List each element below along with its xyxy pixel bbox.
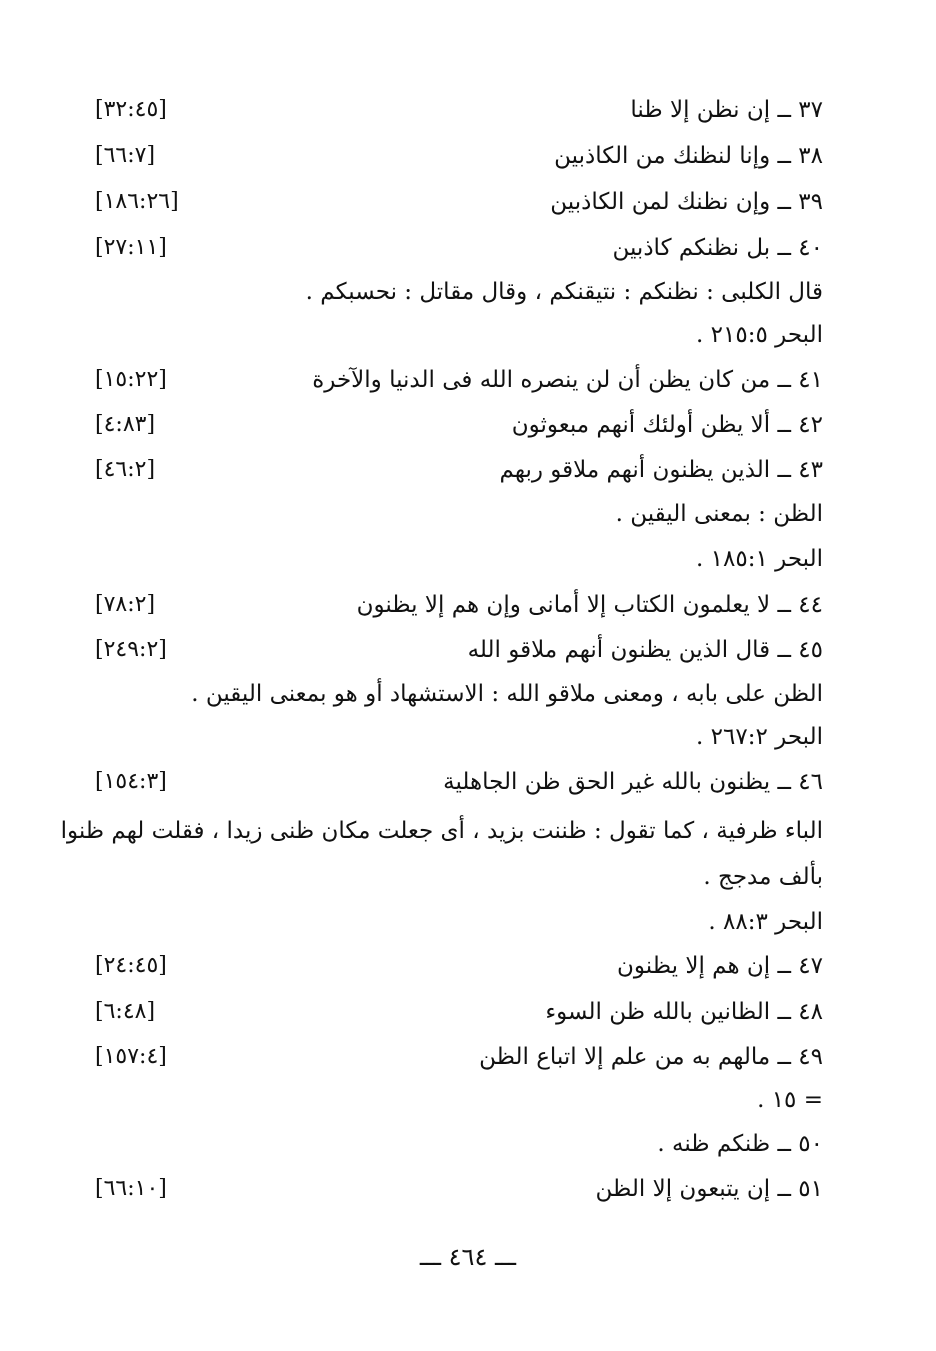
commentary-line bbox=[95, 900, 823, 944]
line-text: البحر ٢١٥:٥ . bbox=[696, 322, 823, 348]
line-text: = ١٥ . bbox=[757, 1087, 823, 1113]
line-text: ٤٠ ــ بل نظنكم كاذبين bbox=[612, 235, 823, 261]
line-text: ٣٧ ــ إن نظن إلا ظنا bbox=[630, 97, 823, 123]
verse-reference: [١٨٦:٢٦] bbox=[95, 189, 179, 214]
line-text: بألف مدجج . bbox=[703, 864, 823, 890]
commentary-line bbox=[60, 809, 823, 853]
line-text: الظن : بمعنى اليقين . bbox=[615, 501, 823, 527]
line-text: ٥١ ــ إن يتبعون إلا الظن bbox=[595, 1176, 823, 1202]
line-text: ٤١ ــ من كان يظن أن لن ينصره الله فى الدنيا والآخرة bbox=[312, 367, 823, 393]
verse-line bbox=[95, 944, 823, 988]
verse-line bbox=[95, 358, 823, 402]
commentary-line bbox=[95, 1122, 823, 1166]
line-text: ٣٨ ــ وإنا لنظنك من الكاذبين bbox=[554, 143, 823, 169]
line-text: ٤٨ ــ الظانين بالله ظن السوء bbox=[545, 999, 823, 1025]
verse-line bbox=[95, 134, 823, 178]
verse-reference: [٢٤٩:٢] bbox=[95, 637, 167, 662]
line-text: الظن على بابه ، ومعنى ملاقو الله : الاستشهاد أو هو بمعنى اليقين . bbox=[191, 681, 823, 707]
verse-reference: [١٥٤:٣] bbox=[95, 769, 167, 794]
verse-reference: [٧٨:٢] bbox=[95, 592, 156, 617]
line-text: ٣٩ ــ وإن نظنك لمن الكاذبين bbox=[550, 189, 823, 215]
commentary-line bbox=[95, 672, 823, 716]
line-text: قال الكلبى : نظنكم : نتيقنكم ، وقال مقاتل : نحسبكم . bbox=[305, 279, 823, 305]
verse-line bbox=[95, 583, 823, 627]
commentary-line bbox=[95, 270, 823, 314]
verse-reference: [١٥:٢٢] bbox=[95, 367, 167, 392]
commentary-line bbox=[95, 313, 823, 357]
line-text: الباء ظرفية ، كما تقول : ظننت بزيد ، أى جعلت مكان ظنى زيدا ، فقلت لهم ظنوا bbox=[60, 818, 823, 844]
verse-reference: [٦:٤٨] bbox=[95, 999, 156, 1024]
commentary-line bbox=[95, 537, 823, 581]
line-text: ٤٤ ــ لا يعلمون الكتاب إلا أمانى وإن هم إلا يظنون bbox=[356, 592, 823, 618]
verse-line bbox=[95, 990, 823, 1034]
verse-line bbox=[95, 180, 823, 224]
verse-reference: [٦٦:٧] bbox=[95, 143, 156, 168]
page-number: ـــ ٤٦٤ ـــ bbox=[419, 1243, 517, 1271]
verse-reference: [٢٧:١١] bbox=[95, 235, 167, 260]
verse-line bbox=[95, 760, 823, 804]
line-text: ٤٩ ــ مالهم به من علم إلا اتباع الظن bbox=[479, 1044, 823, 1070]
line-text: البحر ٨٨:٣ . bbox=[708, 909, 823, 935]
line-text: ٤٥ ــ قال الذين يظنون أنهم ملاقو الله bbox=[467, 637, 823, 663]
verse-reference: [٦٦:١٠] bbox=[95, 1176, 167, 1201]
verse-line bbox=[95, 226, 823, 270]
verse-reference: [١٥٧:٤] bbox=[95, 1044, 167, 1069]
line-text: ٥٠ ــ ظنكم ظنه . bbox=[657, 1131, 823, 1157]
verse-reference: [٣٢:٤٥] bbox=[95, 97, 167, 122]
commentary-line bbox=[95, 1078, 823, 1122]
line-text: ٤٢ ــ ألا يظن أولئك أنهم مبعوثون bbox=[511, 412, 823, 438]
line-text: ٤٧ ــ إن هم إلا يظنون bbox=[617, 953, 823, 979]
verse-line bbox=[95, 628, 823, 672]
line-text: البحر ٢٦٧:٢ . bbox=[696, 724, 823, 750]
commentary-line bbox=[95, 855, 823, 899]
verse-reference: [٢٤:٤٥] bbox=[95, 953, 167, 978]
verse-reference: [٤:٨٣] bbox=[95, 412, 156, 437]
verse-line bbox=[95, 1167, 823, 1211]
line-text: ٤٦ ــ يظنون بالله غير الحق ظن الجاهلية bbox=[443, 769, 823, 795]
line-text: ٤٣ ــ الذين يظنون أنهم ملاقو ربهم bbox=[499, 457, 823, 483]
commentary-line bbox=[95, 492, 823, 536]
commentary-line bbox=[95, 715, 823, 759]
verse-line bbox=[95, 403, 823, 447]
verse-reference: [٤٦:٢] bbox=[95, 457, 156, 482]
verse-line bbox=[95, 88, 823, 132]
verse-line bbox=[95, 1035, 823, 1079]
verse-line bbox=[95, 448, 823, 492]
line-text: البحر ١٨٥:١ . bbox=[696, 546, 823, 572]
